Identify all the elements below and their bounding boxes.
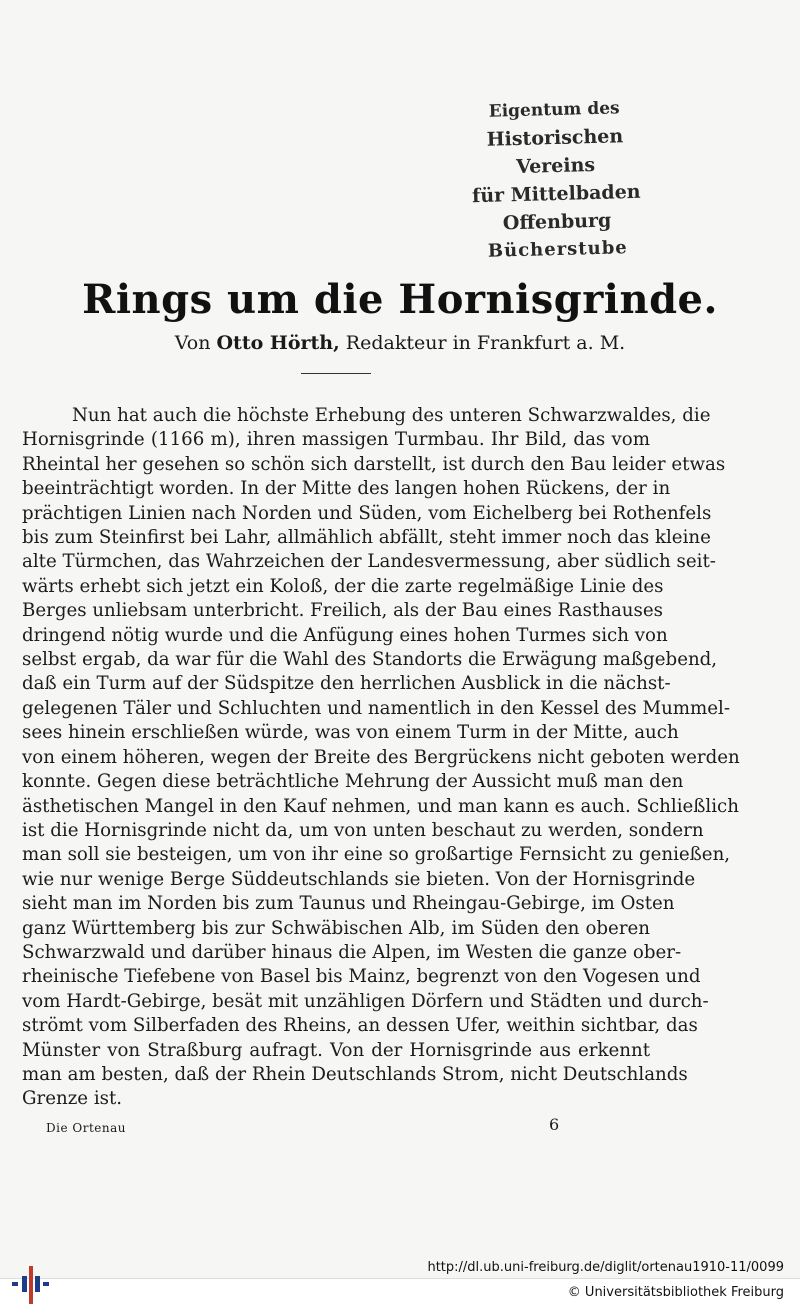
copyright-notice: © Universitätsbibliothek Freiburg <box>567 1285 784 1300</box>
text-line: ist die Hornisgrinde nicht da, um von unten beschaut zu werden, sondern <box>22 819 704 841</box>
article-title: Rings um die Hornisgrinde. <box>82 276 718 323</box>
text-line: konnte. Gegen diese beträchtliche Mehrung der Aussicht muß man den <box>22 771 684 793</box>
text-line: sieht man im Norden bis zum Taunus und Rheingau-Gebirge, im Osten <box>22 893 675 915</box>
text-line: prächtigen Linien nach Norden und Süden, vom Eichelberg bei Rothenfels <box>22 502 712 524</box>
byline-author: Otto Hörth, <box>216 332 340 354</box>
text-line: rheinische Tiefebene von Basel bis Mainz, begrenzt von den Vogesen und <box>22 966 701 988</box>
text-line: Berges unliebsam unterbricht. Freilich, als der Bau eines Rasthauses <box>22 600 663 622</box>
text-line: alte Türmchen, das Wahrzeichen der Landesvermessung, aber südlich seit- <box>22 551 716 573</box>
text-line: strömt vom Silberfaden des Rheins, an dessen Ufer, weithin sichtbar, das <box>22 1015 698 1037</box>
text-line: Grenze ist. <box>22 1088 123 1110</box>
text-line: Nun hat auch die höchste Erhebung des unteren Schwarzwaldes, die <box>72 405 711 426</box>
title-divider <box>301 373 371 374</box>
text-line: sees hinein erschließen würde, was von einem Turm in der Mitte, auch <box>22 722 679 744</box>
byline <box>0 332 800 354</box>
document-url-link[interactable]: http://dl.ub.uni-freiburg.de/diglit/ortenau1910-11/0099 <box>427 1260 784 1275</box>
text-line: vom Hardt-Gebirge, besät mit unzähligen Dörfern und Städten und durch- <box>22 990 709 1012</box>
byline-prefix: Von <box>174 332 217 354</box>
text-line: von einem höheren, wegen der Breite des Bergrückens nicht geboten werden <box>22 746 740 768</box>
text-line: man soll sie besteigen, um von ihr eine so großartige Fernsicht zu genießen, <box>22 844 731 866</box>
text-line: Hornisgrinde (1166 m), ihren massigen Turmbau. Ihr Bild, das vom <box>22 429 650 451</box>
stamp-line: Bücherstube <box>487 237 628 262</box>
text-line: Münster von Straßburg aufragt. Von der Hornisgrinde aus erkennt <box>22 1039 650 1061</box>
text-line: ganz Württemberg bis zur Schwäbischen Alb, im Süden den oberen <box>22 917 650 939</box>
text-line: bis zum Steinfirst bei Lahr, allmählich abfällt, steht immer noch das kleine <box>22 527 711 549</box>
article-body <box>22 404 740 1112</box>
journal-name: Die Ortenau <box>46 1121 126 1135</box>
stamp-line: Offenburg <box>502 209 612 235</box>
text-line: selbst ergab, da war für die Wahl des Standorts die Erwägung maßgebend, <box>22 649 718 671</box>
ub-freiburg-logo-icon[interactable] <box>10 1262 50 1306</box>
stamp-line: Historischen Vereins <box>486 125 624 179</box>
stamp-line: für Mittelbaden <box>471 180 641 208</box>
text-line: daß ein Turm auf der Südspitze den herrlichen Ausblick in die nächst- <box>22 673 671 695</box>
library-stamp <box>454 93 658 266</box>
text-line: gelegenen Täler und Schluchten und namentlich in den Kessel des Mummel- <box>22 697 731 719</box>
stamp-line: Eigentum des <box>488 98 620 122</box>
text-line: beeinträchtigt worden. In der Mitte des langen hohen Rückens, der in <box>22 478 671 500</box>
text-line: Rheintal her gesehen so schön sich darstellt, ist durch den Bau leider etwas <box>22 453 726 475</box>
text-line: Schwarzwald und darüber hinaus die Alpen, im Westen die ganze ober- <box>22 941 682 963</box>
text-line: wie nur wenige Berge Süddeutschlands sie bieten. Von der Hornisgrinde <box>22 868 696 890</box>
text-line: ästhetischen Mangel in den Kauf nehmen, und man kann es auch. Schließlich <box>22 795 739 817</box>
text-line: man am besten, daß der Rhein Deutschlands Strom, nicht Deutschlands <box>22 1063 688 1085</box>
text-line: dringend nötig wurde und die Anfügung eines hohen Turmes sich von <box>22 624 668 646</box>
text-line: wärts erhebt sich jetzt ein Koloß, der die zarte regelmäßige Linie des <box>22 575 664 597</box>
page-number: 6 <box>549 1115 560 1134</box>
byline-suffix: Redakteur in Frankfurt a. M. <box>339 332 626 354</box>
